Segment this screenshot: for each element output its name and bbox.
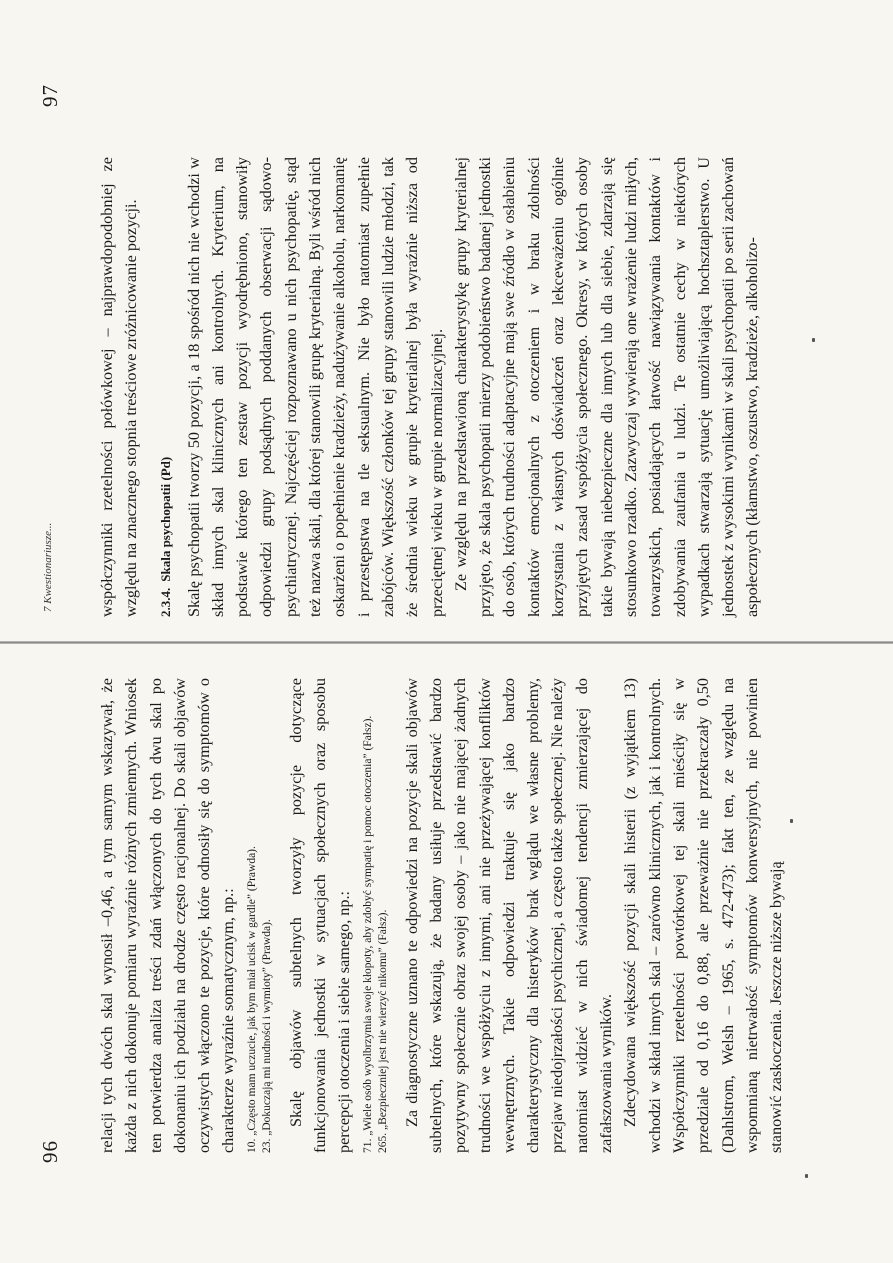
section-heading (154, 157, 178, 617)
example-list (245, 678, 276, 1153)
left-page (0, 642, 893, 1263)
paragraph: Za diagnostyczne uznano te odpowiedzi na pozycje skali objawów subtelnych, które wskazują, że badany usiłuje przedstawić bardzo pozytywny społecznie obraz swojej osoby – jako nie mającej żadnych trudności we współżyciu z innymi, ani nie przeżywającej konfliktów wewnętrznych. Takie odpowiedzi traktuje się jako bardzo charakterystyczny dla histeryków brak wglądu we własne problemy, przejaw niedojrzałości psychicznej, a często także społecznej. Nie należy natomiast widzieć w nich świadomej tendencji zmierzającej do zafałszowania wyników. (402, 678, 616, 1153)
section-title: Skala psychopatii (Pd) (157, 456, 173, 582)
scan-speck (812, 338, 815, 342)
example-item: 265. „Bezpieczniej jest nie wierzyć nikomu” (Fałsz). (377, 909, 390, 1153)
paragraph: Skalę psychopatii tworzy 50 pozycji, a 18 spośród nich nie wchodzi w skład innych skal klinicznych ani kontrolnych. Kryterium, na podstawie którego ten zestaw pozycji wyodrębniono, stanowiły odpowiedzi grupy podsądnych poddanych obserwacji sądowo-psychiatrycznej. Najczęściej rozpoznawano u nich psychopatię, stąd też nazwa skali, dla której stanowili grupę kryterialną. Byli wśród nich oskarżeni o popełnienie kradzieży, nadużywanie alkoholu, narkomanię i przestępstwa na tle seksualnym. Nie było natomiast zupełnie zabójców. Większość członków tej grupy stanowili ludzie młodzi, tak że średnia wieku w grupie kryterialnej była wyraźnie niższa od przeciętnej wieku w grupie normalizacyjnej. (184, 157, 446, 617)
paragraph: Skalę objawów subtelnych tworzyły pozycje dotyczące funkcjonowania jednostki w sytuacjach społecznych oraz sposobu percepcji otoczenia i siebie samego, np.: (286, 678, 354, 1153)
example-item: 23. „Dokuczają mi nudności i wymioty” (Prawda). (261, 919, 274, 1153)
running-footer: 7 Kwestionariusze... (42, 522, 54, 612)
example-list (361, 678, 392, 1153)
example-item: 71. „Wiele osób wyolbrzymia swoje kłopoty, aby zdobyć sympatię i pomoc otoczenia” (Fałsz). (361, 715, 374, 1153)
section-number: 2.3.4. (157, 587, 173, 617)
paragraph: Zdecydowana większość pozycji skali histerii (z wyjątkiem 13) wchodzi w skład innych skal – zarówno klinicznych, jak i kontrolnych. Współczynniki rzetelności powtórkowej tej skali mieściły się w przedziale od 0,16 do 0,88, ale przeważnie nie przekraczały 0,50 (Dahlstrom, Welsh – 1965, s. 472-473); fakt ten, ze względu na wspomnianą nietrwałość symptomów konwersyjnych, nie powinien stanowić zaskoczenia. Jeszcze niższe bywają (621, 678, 786, 1153)
right-page-number: 97 (38, 84, 62, 107)
example-item: 10. „Często mam uczucie, jak bym miał ucisk w gardle” (Prawda). (245, 846, 258, 1153)
right-page-content (95, 157, 765, 617)
paragraph: współczynniki rzetelności połówkowej – najprawdopodobniej ze względu na znacznego stopnia treściowe zróżnicowanie pozycji. (98, 157, 141, 617)
scan-speck (805, 1174, 808, 1178)
paragraph: relacji tych dwóch skal wynosił –0,46, a tym samym wskazywał, że każda z nich dokonuje pomiaru wyraźnie różnych zmiennych. Wniosek ten potwierdza analiza treści zdań włączonych do tych dwu skal po dokonaniu ich podziału na drodze często racjonalnej. Do skali objawów oczywistych włączono te pozycje, które odnosiły się do symptomów o charakterze wyraźnie somatycznym, np.: (98, 678, 238, 1153)
paragraph: Ze względu na przedstawioną charakterystykę grupy kryterialnej przyjęto, że skala psychopatii mierzy podobieństwo badanej jednostki do osób, których trudności adaptacyjne mają swe źródło w osłabieniu kontaktów emocjonalnych z otoczeniem i w braku zdolności korzystania z własnych doświadczeń oraz lekceważeniu ogólnie przyjętych zasad współżycia społecznego. Okresy, w których osoby takie bywają niebezpieczne dla innych lub dla siebie, zdarzają się stosunkowo rzadko. Zazwyczaj wywierają one wrażenie ludzi miłych, towarzyskich, posiadających łatwość nawiązywania kontaktów i zdobywania zaufania u ludzi. Te ostatnie cechy w niektórych wypadkach stwarzają sytuację umożliwiającą hochsztaplerstwo. U jednostek z wysokimi wynikami w skali psychopatii po serii zachowań aspołecznych (kłamstwo, oszustwo, kradzieże, alkoholizo- (451, 157, 762, 617)
scan-speck (790, 819, 793, 823)
left-page-content (95, 678, 788, 1153)
left-page-number: 96 (38, 1140, 62, 1163)
